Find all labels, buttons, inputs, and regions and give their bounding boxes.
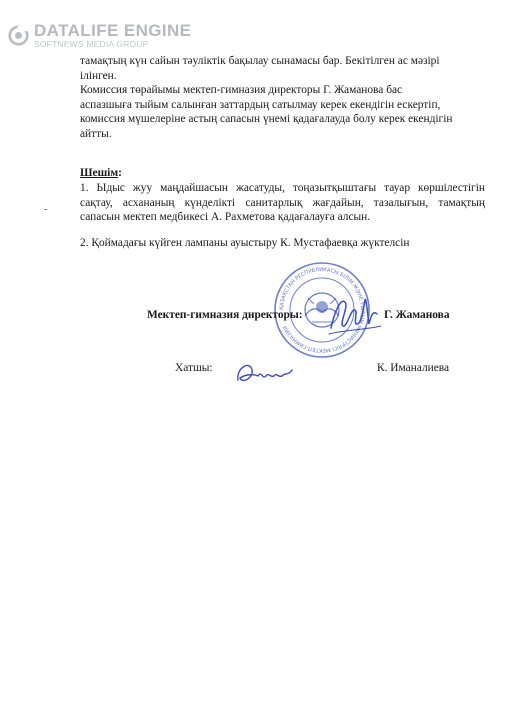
- watermark: [8, 22, 191, 49]
- text-line: 1. Ыдыс жуу маңдайшасын жасатуды, тоңазытқыштағы тауар көршілестігін: [80, 182, 485, 194]
- text-line: 2. Қоймадағы күйген лампаны ауыстыру К. Мустафаевқа жүктелсін: [80, 237, 410, 249]
- text-line: Комиссия төрайымы мектеп-гимназия директоры Г. Жаманова бас: [80, 84, 403, 97]
- intro-paragraph: [80, 54, 485, 142]
- decision-heading-row: [80, 166, 485, 181]
- text-line: ілінген.: [80, 69, 117, 82]
- decision-heading: Шешім: [80, 167, 119, 179]
- decision-item-2: [80, 236, 485, 251]
- secretary-label: Хатшы:: [175, 362, 213, 374]
- text-line: тамақтың күн сайын тәуліктік бақылау сынамасы бар. Бекітілген ас мәзірі: [80, 55, 440, 67]
- watermark-subtitle: SOFTNEWS MEDIA GROUP: [34, 39, 149, 49]
- director-name: Г. Жаманова: [384, 309, 450, 321]
- decision-heading-colon: :: [118, 167, 122, 179]
- text-line: аспазшыға тыйым салынған заттардың сатылмау керек екендігін ескертіп,: [80, 98, 441, 111]
- svg-text:ҚАЗАҚСТАН РЕСПУБЛИКАСЫ БІЛІМ Ж: ҚАЗАҚСТАН РЕСПУБЛИКАСЫ БІЛІМ ЖӘНЕ ҒЫЛЫМ МИНИСТРЛІГІ МЕКТЕП-ГИМНАЗИЯ: [278, 266, 366, 354]
- text-line: айтты.: [80, 127, 112, 140]
- watermark-title: DATALIFE ENGINE: [34, 21, 192, 40]
- text-line: сақтау, асхананың күнделікті санитарлық жағдайын, тазалығын, тамақтың: [80, 196, 485, 209]
- text-line: сапасын мектеп медбикесі А. Рахметова қадағалауға алсын.: [80, 211, 371, 224]
- margin-mark: -: [44, 204, 48, 215]
- text-line: комиссия мүшелеріне астың сапасын үнемі қадағалауда болу керек екендігін: [80, 113, 453, 126]
- secretary-signature: [232, 356, 298, 390]
- director-signature: [325, 290, 385, 340]
- director-label: Мектеп-гимназия директоры:: [147, 309, 303, 321]
- decision-item-1: [80, 181, 485, 225]
- datalife-logo-icon: [8, 25, 29, 46]
- secretary-name: К. Иманалиева: [377, 362, 450, 374]
